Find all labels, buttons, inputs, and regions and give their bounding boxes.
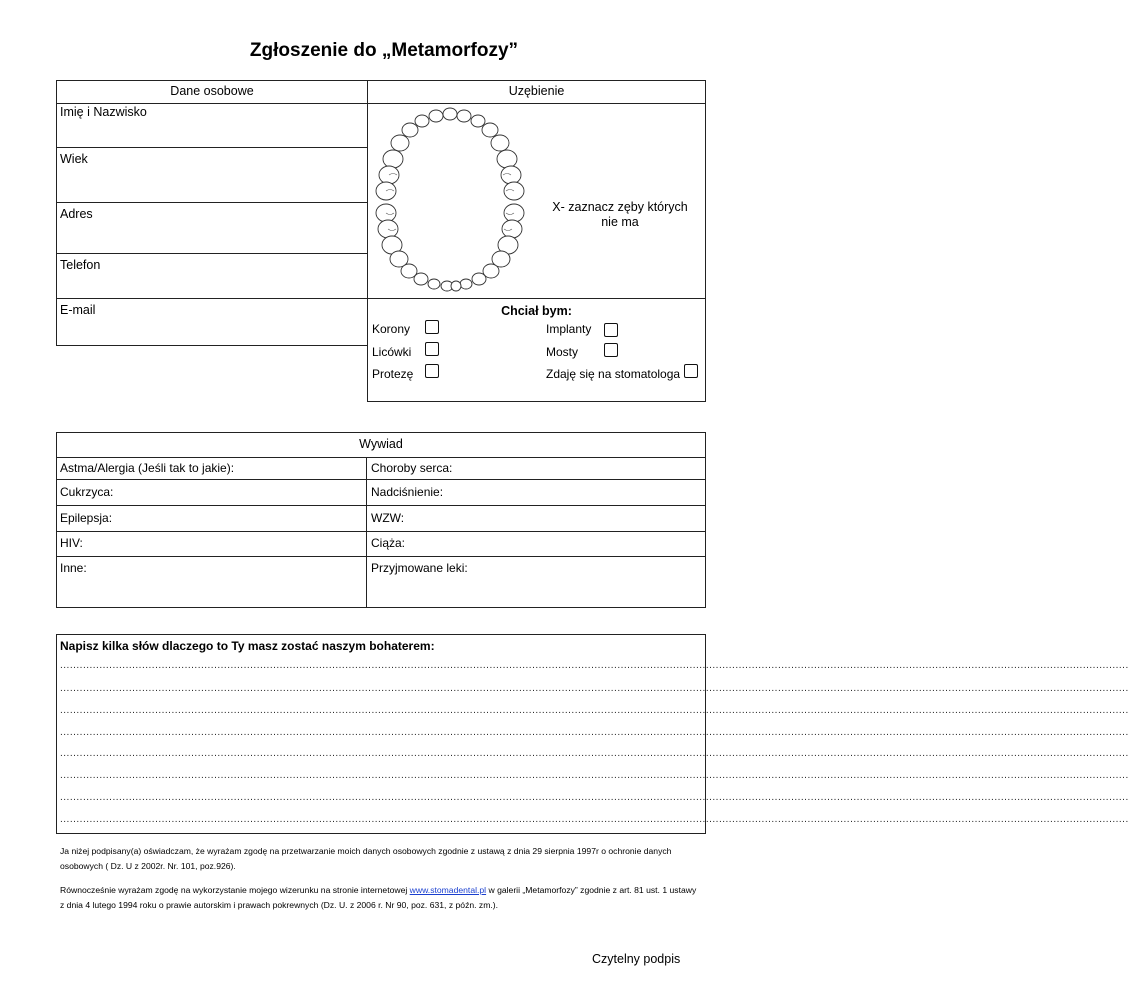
personal-header: Dane osobowe [170,84,254,98]
personal-field-phone[interactable] [56,253,368,299]
teeth-note-line2: nie ma [601,215,639,229]
checkbox-crowns[interactable] [425,320,439,334]
teeth-note [540,200,700,230]
option-label-bridges: Mosty [546,345,579,359]
checkbox-implants[interactable] [604,323,618,337]
option-label-dentist-choice: Zdaję się na stomatologa [546,367,681,381]
signature-label: Czytelny podpis [592,952,681,966]
consent-image-use [60,883,700,913]
personal-field-address[interactable] [56,202,368,254]
wants-header: Chciał bym: [501,304,572,318]
form-title: Zgłoszenie do „Metamorfozy” [249,40,519,61]
hero-answer-line[interactable]: ...................................................................................................................................................................................................................................................................................................................................... [60,660,1129,671]
label-email: E-mail [60,303,96,317]
history-hiv[interactable]: HIV: [60,536,83,550]
option-label-denture: Protezę [372,367,414,381]
history-pregnancy[interactable]: Ciąża: [371,536,406,550]
consent-data-processing: Ja niżej podpisany(a) oświadczam, że wyrażam zgodę na przetwarzanie moich danych osobowych zgodnie z ustawą z dnia 29 sierpnia 1997r o ochronie danych osobowych ( Dz. U z 2002r. Nr. 101, poz.926). [60,846,672,871]
teeth-note-line1: X- zaznacz zęby których [552,200,688,214]
consent-image-text-start: Równocześnie wyrażam zgodę na wykorzystanie mojego wizerunku na stronie internetowej [60,885,410,895]
label-address: Adres [60,207,93,221]
hero-answer-line[interactable]: ...................................................................................................................................................................................................................................................................................................................................... [60,727,1129,738]
history-other[interactable]: Inne: [60,561,87,575]
personal-field-age[interactable] [56,147,368,203]
history-hypertension[interactable]: Nadciśnienie: [371,485,444,499]
option-label-veneers: Licówki [372,345,412,359]
history-header: Wywiad [359,437,403,451]
history-hepatitis[interactable]: WZW: [371,511,405,525]
checkbox-dentist-choice[interactable] [684,364,698,378]
hero-answer-line[interactable]: ...................................................................................................................................................................................................................................................................................................................................... [60,814,1129,825]
website-link[interactable]: www.stomadental.pl [409,885,487,895]
personal-field-email[interactable] [56,298,368,346]
checkbox-bridges[interactable] [604,343,618,357]
history-epilepsy[interactable]: Epilepsja: [60,511,113,525]
hero-answer-line[interactable]: ...................................................................................................................................................................................................................................................................................................................................... [60,770,1129,781]
hero-prompt: Napisz kilka słów dlaczego to Ty masz zostać naszym bohaterem: [60,639,435,653]
label-phone: Telefon [60,258,101,272]
teeth-header: Uzębienie [508,84,565,98]
teeth-chart-icon[interactable] [372,107,532,297]
checkbox-denture[interactable] [425,364,439,378]
hero-answer-line[interactable]: ...................................................................................................................................................................................................................................................................................................................................... [60,705,1129,716]
hero-answer-line[interactable]: ...................................................................................................................................................................................................................................................................................................................................... [60,748,1129,759]
history-diabetes[interactable]: Cukrzyca: [60,485,114,499]
hero-answer-line[interactable]: ...................................................................................................................................................................................................................................................................................................................................... [60,683,1129,694]
label-age: Wiek [60,152,88,166]
label-name: Imię i Nazwisko [60,105,147,119]
consent-image-text-end: w galerii „Metamorfozy” zgodnie z art. 81 ust. 1 ustawy z dnia 4 lutego 1994 roku o prawie autorskim i prawach pokrewnych (Dz. U. z 2006 r. Nr 90, poz. 631, z późn. zm.). [60,885,697,910]
history-heart[interactable]: Choroby serca: [371,461,453,475]
option-label-implants: Implanty [546,322,592,336]
history-medications[interactable]: Przyjmowane leki: [371,561,468,575]
history-asthma[interactable]: Astma/Alergia (Jeśli tak to jakie): [60,461,235,475]
checkbox-veneers[interactable] [425,342,439,356]
option-label-crowns: Korony [372,322,411,336]
hero-answer-line[interactable]: ...................................................................................................................................................................................................................................................................................................................................... [60,792,1129,803]
